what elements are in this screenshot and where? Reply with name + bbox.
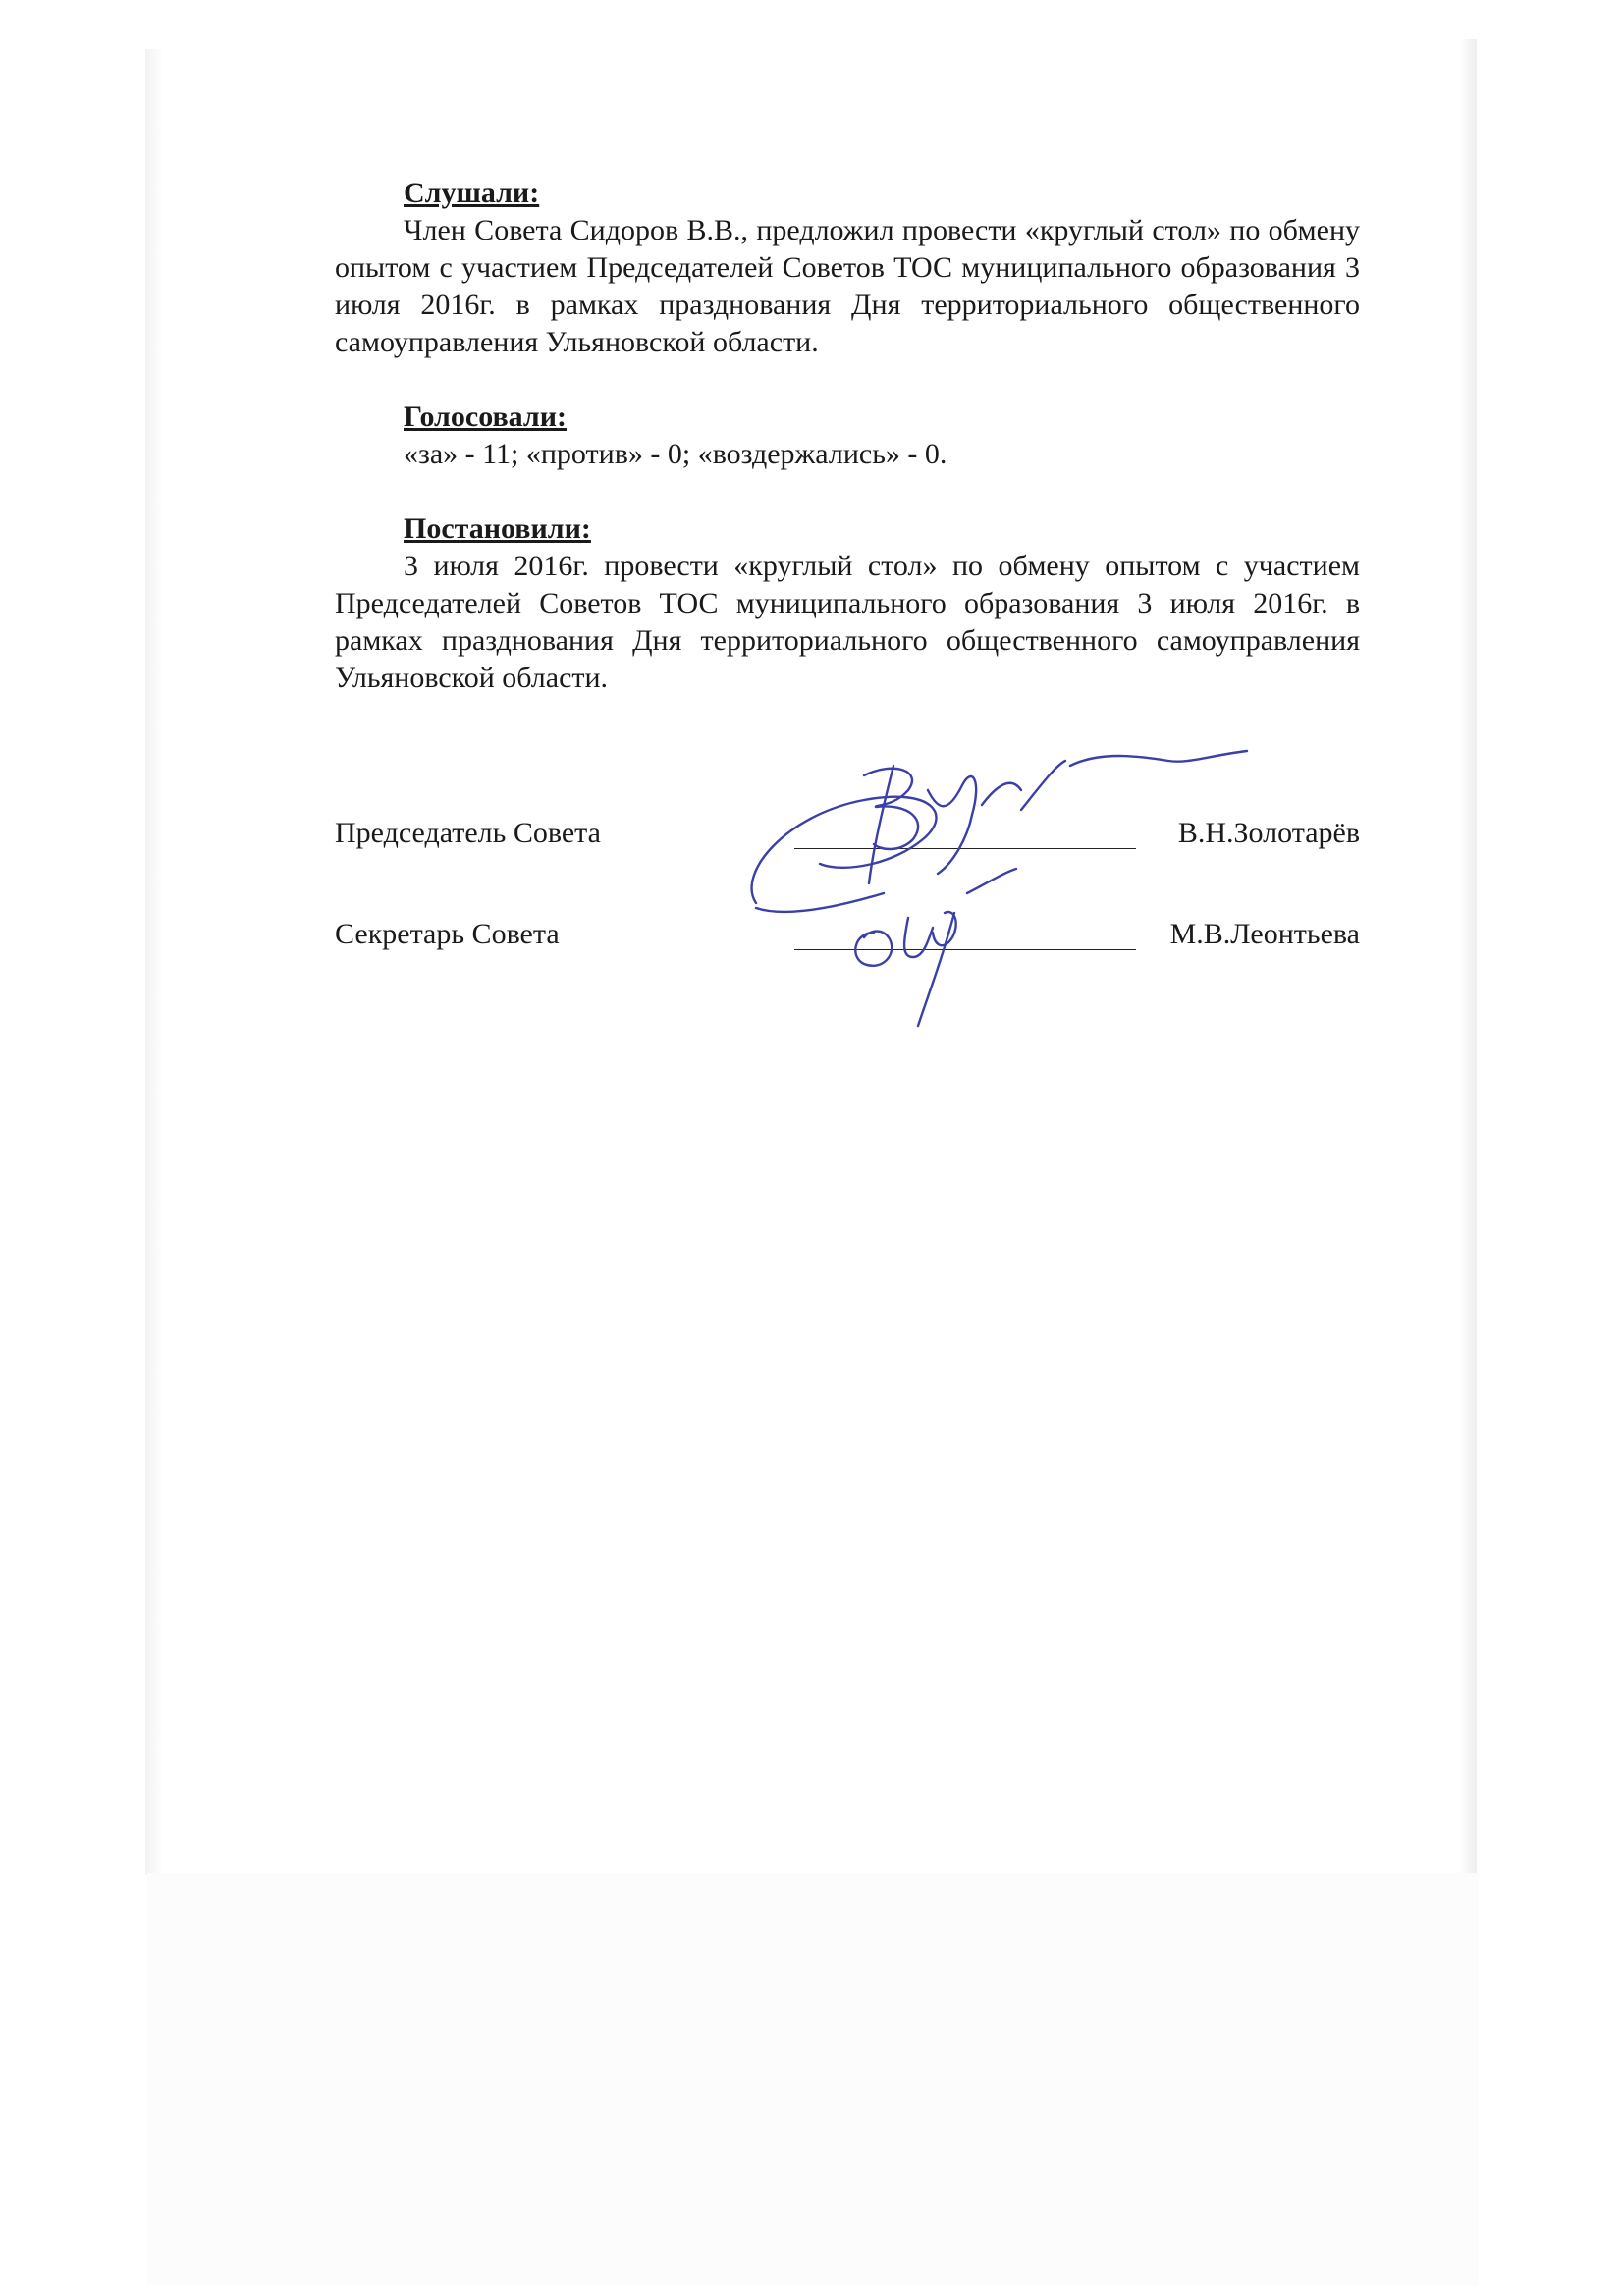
signature-role-chairman: Председатель Совета — [335, 817, 601, 849]
scan-edge-left — [145, 49, 163, 1875]
section-text-voted: «за» - 11; «против» - 0; «воздержались» - 0. — [404, 438, 947, 470]
chairman-signature-stroke — [982, 783, 1021, 805]
scan-bottom-area — [147, 1873, 1479, 2285]
document-body — [335, 175, 1360, 734]
chairman-signature-stroke — [756, 893, 884, 912]
secretary-signature-stroke — [967, 869, 1016, 893]
handwritten-signatures — [727, 746, 1276, 1041]
section-voted — [335, 399, 1360, 473]
chairman-signature-stroke — [869, 766, 893, 883]
section-text-resolved: 3 июля 2016г. провести «круглый стол» по обмену опытом с участием Председателей Советов ТОС муниципального образования 3 июля 2016г. в рамках празднования Дня территориального общественного самоуправления Ульяновской области. — [335, 550, 1360, 694]
secretary-signature-stroke — [904, 918, 933, 957]
section-heading-heard: Слушали: — [404, 177, 540, 209]
section-heading-voted: Голосовали: — [404, 400, 568, 433]
section-heard — [335, 175, 1360, 361]
section-resolved — [335, 510, 1360, 697]
section-text-heard: Член Совета Сидоров В.В., предложил провести «круглый стол» по обмену опытом с участием Председателей Советов ТОС муниципального образования 3 июля 2016г. в рамках празднования Дня территориального общественного самоуправления Ульяновской области. — [335, 214, 1360, 358]
chairman-signature-stroke — [1021, 761, 1065, 810]
signature-name-chairman: В.Н.Золотарёв — [1177, 817, 1360, 849]
section-heading-resolved: Постановили: — [404, 512, 591, 545]
chairman-signature-stroke — [864, 769, 918, 849]
secretary-signature-stroke — [855, 932, 892, 966]
scan-edge-right — [1459, 39, 1477, 1875]
chairman-signature-stroke — [1070, 751, 1247, 766]
signature-role-secretary: Секретарь Совета — [335, 918, 560, 950]
secretary-signature-stroke — [918, 913, 954, 1026]
signature-name-secretary: М.В.Леонтьева — [1169, 918, 1360, 950]
